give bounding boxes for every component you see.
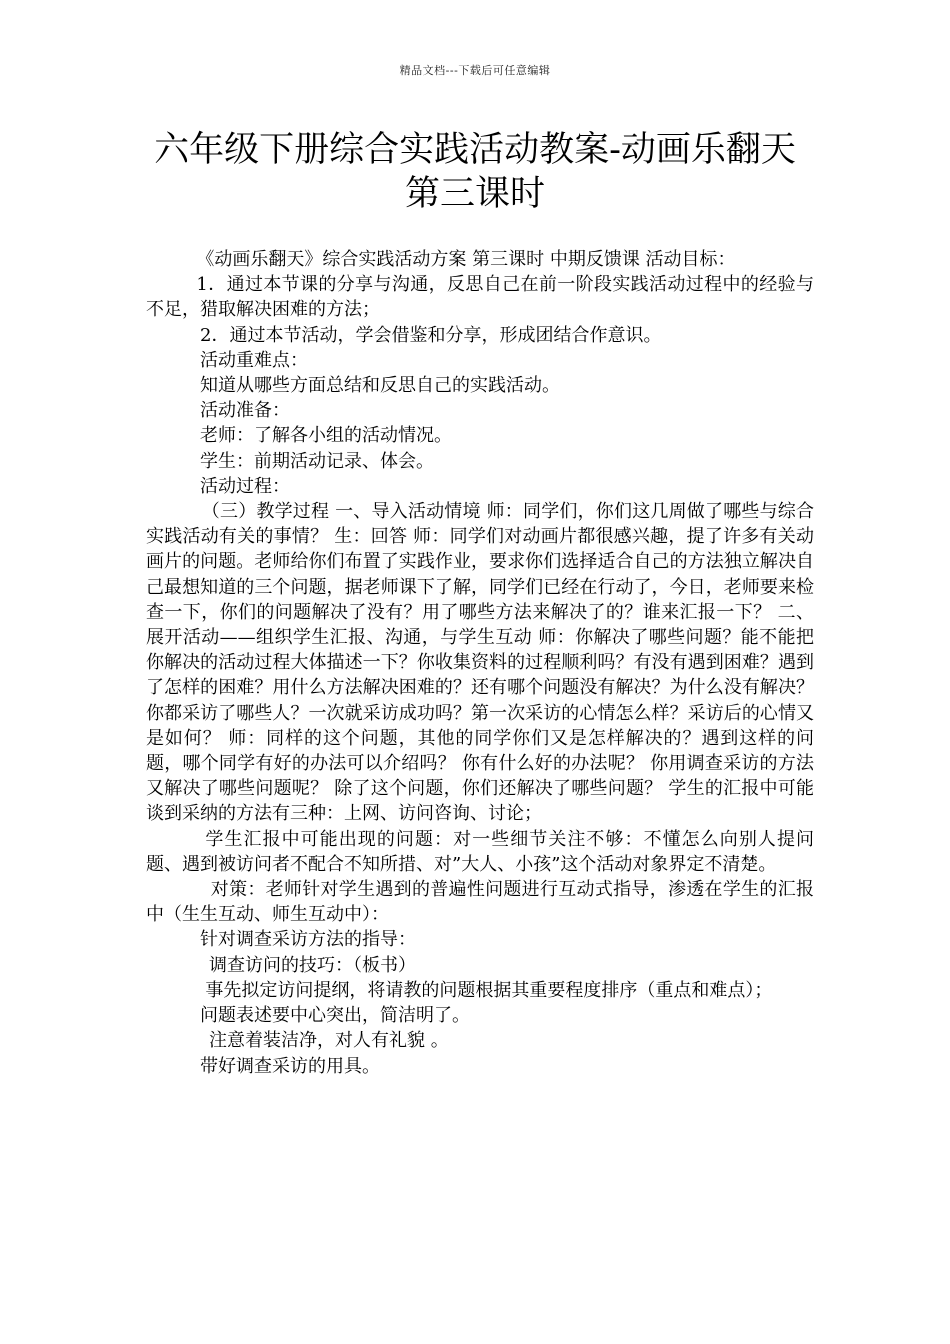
process-body: （三）教学过程 一、导入活动情境 师：同学们，你们这几周做了哪些与综合实践活动有关的事情？ 生：回答 师：同学们对动画片都很感兴趣，提了许多有关动画片的问题。老师给你们布置了实践作业，要求你们选择适合自己的方法独立解决自己最想知道的三个问题，据老师课下了解，同学们已经在行动了，今日，老师要来检查一下，你们的问题解决了没有？用了哪些方法来解决了的？谁来汇报一下？ 二、展开活动——组织学生汇报、沟通，与学生互动 师：你解决了哪些问题？能不能把你解决的活动过程大体描述一下？你收集资料的过程顺利吗？有没有遇到困难？遇到了怎样的困难？用什么方法解决困难的？还有哪个问题没有解决？为什么没有解决？你都采访了哪些人？一次就采访成功吗？第一次采访的心情怎么样？采访后的心情又是如何？ 师：同样的这个问题，其他的同学你们又是怎样解决的？遇到这样的问题，哪个同学有好的办法可以介绍吗？ 你有什么好的办法呢？ 你用调查采访的方法又解决了哪些问题呢？ 除了这个问题，你们还解决了哪些问题？ 学生的汇报中可能谈到采纳的方法有三种：上网、访问咨询、讨论；: [146, 501, 814, 825]
title-line-1: 六年级下册综合实践活动教案-动画乐翻天: [154, 130, 796, 170]
process-heading: 活动过程：: [200, 475, 290, 497]
key-points-text: 知道从哪些方面总结和反思自己的实践活动。: [200, 375, 560, 397]
possible-problems: 学生汇报中可能出现的问题：对一些细节关注不够：不懂怎么向别人提问题、遇到被访问者不配合不知所措、对”大人、小孩”这个活动对象界定不清楚。: [146, 828, 814, 875]
interview-tip-2: 问题表述要中心突出，简洁明了。: [200, 1005, 470, 1027]
title-line-2: 第三课时: [404, 174, 545, 214]
countermeasure: 对策：老师针对学生遇到的普遍性问题进行互动式指导，渗透在学生的汇报中（生生互动、师生互动中）：: [146, 879, 814, 926]
interview-skills-heading: 调查访问的技巧：（板书）: [209, 954, 416, 976]
interview-tip-3: 注意着装洁净，对人有礼貌 。: [209, 1030, 449, 1052]
preparation-student: 学生：前期活动记录、体会。: [200, 450, 434, 472]
interview-tip-4: 带好调查采访的用具。: [200, 1055, 380, 1077]
preparation-heading: 活动准备：: [200, 400, 290, 422]
document-title: [60, 128, 890, 216]
key-points-heading: 活动重难点：: [200, 349, 308, 371]
page-header: 精品文档---下载后可任意编辑: [399, 64, 551, 77]
preparation-teacher: 老师：了解各小组的活动情况。: [200, 425, 452, 447]
interview-guidance-heading: 针对调查采访方法的指导：: [200, 929, 416, 951]
document-body: [146, 247, 814, 1079]
plan-heading-paragraph: 《动画乐翻天》综合实践活动方案 第三课时 中期反馈课 活动目标：: [196, 249, 736, 270]
objective-1: 1．通过本节课的分享与沟通，反思自己在前一阶段实践活动过程中的经验与不足，猎取解决困难的方法；: [146, 274, 814, 321]
interview-tip-1: 事先拟定访问提纲，将请教的问题根据其重要程度排序（重点和难点）；: [205, 979, 773, 1001]
objective-2: 2．通过本节活动，学会借鉴和分享，形成团结合作意识。: [200, 324, 662, 346]
